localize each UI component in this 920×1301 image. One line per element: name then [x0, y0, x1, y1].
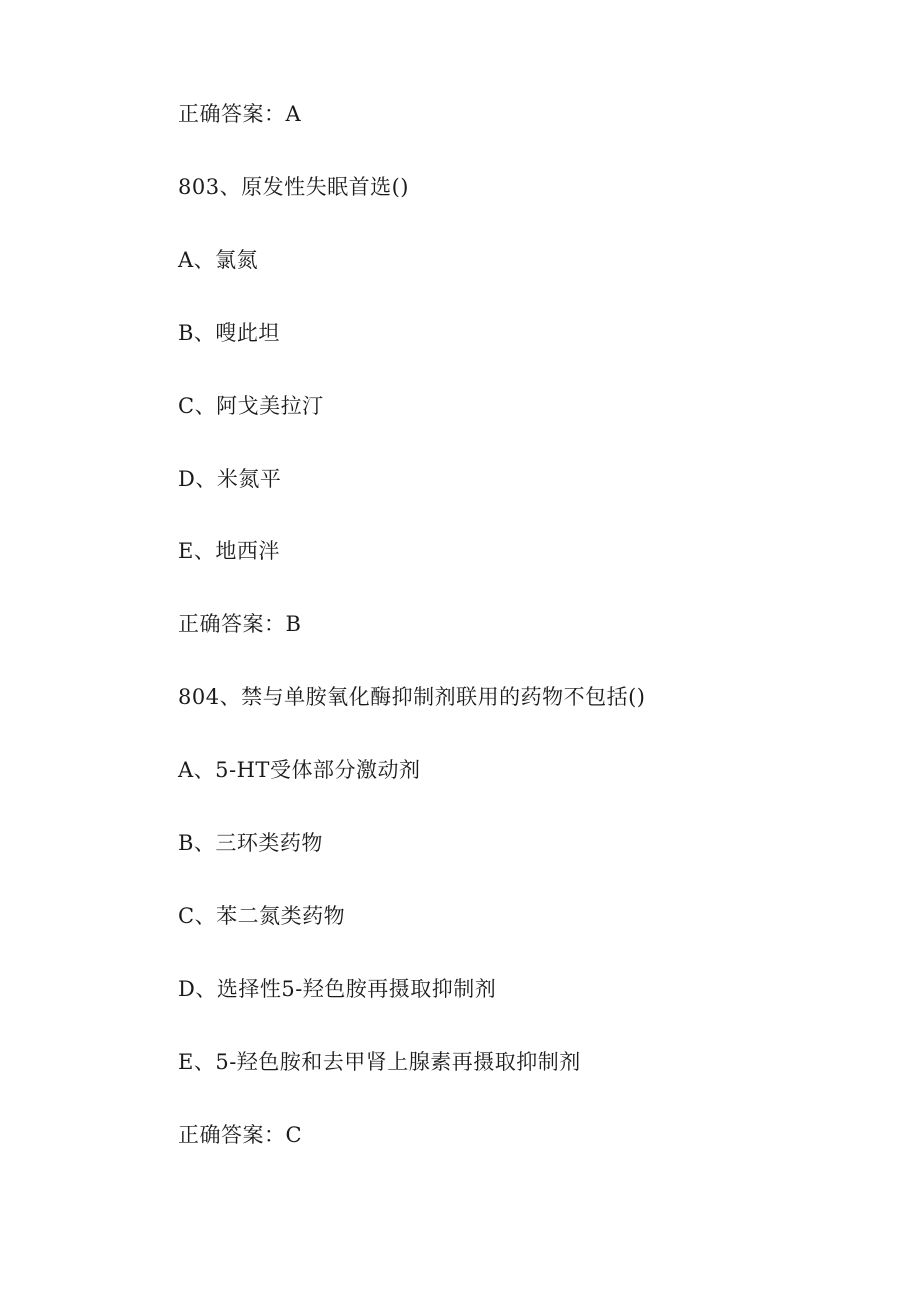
option-c: C、苯二氮类药物: [178, 904, 346, 928]
option-c: C、阿戈美拉汀: [178, 394, 324, 418]
option-d: D、米氮平: [178, 467, 282, 491]
option-b: B、三环类药物: [178, 831, 323, 855]
option-b: B、嗖此坦: [178, 321, 280, 345]
option-e: E、地西泮: [178, 539, 280, 563]
option-a: A、氯氮: [178, 248, 259, 272]
question-stem: 803、原发性失眠首选(): [178, 175, 409, 199]
answer-line: 正确答案：C: [178, 1123, 303, 1147]
answer-line: 正确答案：A: [178, 102, 302, 126]
option-a: A、5-HT受体部分激动剂: [178, 758, 421, 782]
option-e: E、5-羟色胺和去甲肾上腺素再摄取抑制剂: [178, 1050, 581, 1074]
answer-line: 正确答案：B: [178, 612, 302, 636]
question-stem: 804、禁与单胺氧化酶抑制剂联用的药物不包括(): [178, 685, 646, 709]
option-d: D、选择性5-羟色胺再摄取抑制剂: [178, 977, 497, 1001]
